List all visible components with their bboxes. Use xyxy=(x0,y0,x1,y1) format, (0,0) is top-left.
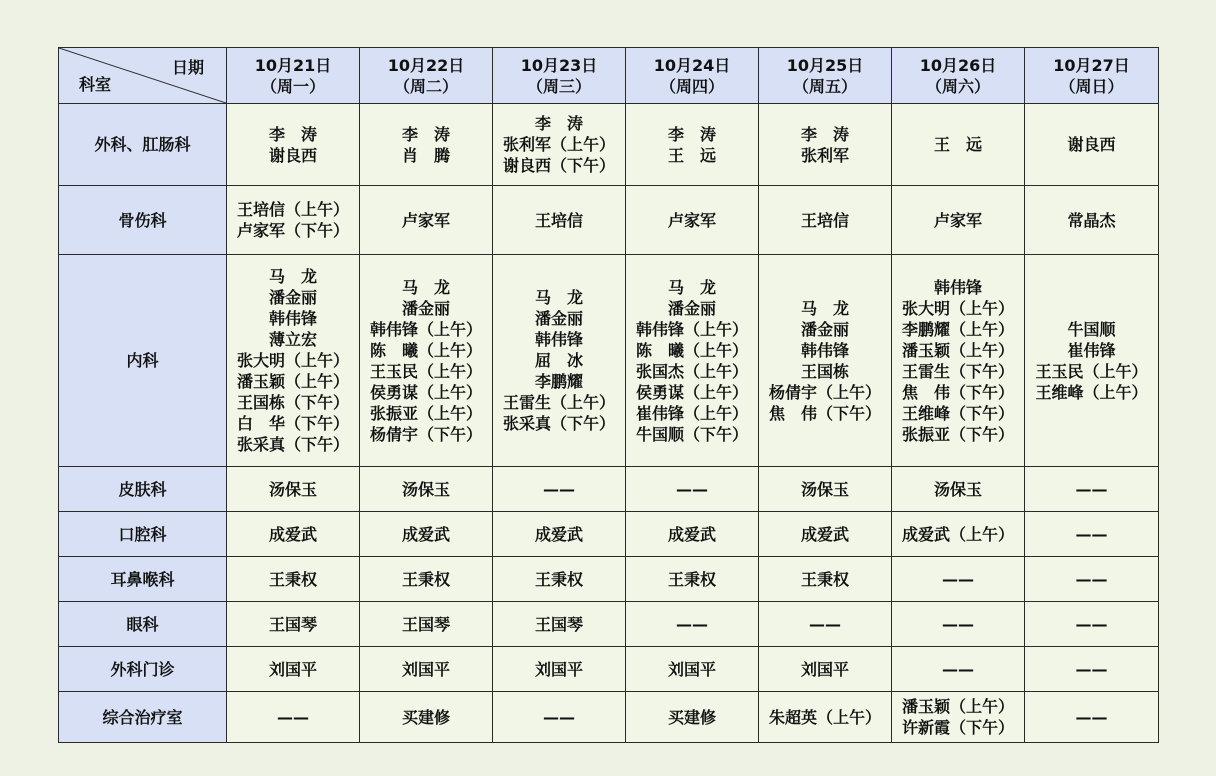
duty-cell-content xyxy=(809,614,841,635)
duty-cell xyxy=(626,692,759,743)
duty-cell xyxy=(360,467,493,512)
doctor-entry: —— xyxy=(942,659,974,679)
duty-cell-content xyxy=(402,524,450,545)
day-weekday: （周日） xyxy=(1059,76,1124,96)
duty-cell xyxy=(493,104,626,186)
doctor-entry: 王秉权 xyxy=(268,569,317,589)
doctor-entry: 潘金丽 xyxy=(268,288,317,307)
duty-cell xyxy=(493,512,626,557)
duty-cell xyxy=(892,557,1025,602)
doctor-entry: 汤保玉 xyxy=(401,479,450,499)
duty-cell-content xyxy=(1076,707,1108,728)
doctor-entry: 张振亚（上午） xyxy=(369,403,482,423)
doctor-entry: 成爱武 xyxy=(401,524,450,544)
department-name: 综合治疗室 xyxy=(59,692,227,743)
doctor-entry: 王雷生（下午） xyxy=(901,361,1014,381)
duty-cell-content xyxy=(402,659,450,680)
duty-cell xyxy=(1025,104,1159,186)
duty-cell xyxy=(1025,512,1159,557)
doctor-entry: 崔伟锋 xyxy=(1067,340,1116,360)
doctor-entry: —— xyxy=(676,479,708,499)
doctor-entry: 刘国平 xyxy=(800,659,849,679)
doctor-entry: 崔伟锋（上午） xyxy=(635,403,748,423)
doctor-entry: 潘金丽 xyxy=(667,298,716,318)
doctor-entry: 张采真（下午） xyxy=(236,435,349,454)
doctor-entry: 王玉民（上午） xyxy=(369,361,482,381)
duty-cell xyxy=(227,692,360,743)
day-weekday: （周二） xyxy=(393,76,458,96)
doctor-entry: 李 涛 xyxy=(534,114,583,133)
doctor-entry: 马 龙 xyxy=(268,267,317,286)
duty-cell-content xyxy=(1076,524,1108,545)
doctor-entry: 牛国顺（下午） xyxy=(635,424,748,444)
doctor-entry: 张利军 xyxy=(800,145,849,165)
duty-cell xyxy=(759,512,892,557)
duty-cell xyxy=(493,467,626,512)
doctor-entry: 汤保玉 xyxy=(268,479,317,499)
duty-cell xyxy=(1025,186,1159,255)
duty-cell xyxy=(892,255,1025,467)
duty-cell-content xyxy=(668,210,716,231)
duty-cell xyxy=(626,255,759,467)
duty-cell-content xyxy=(269,524,317,545)
department-name: 外科、肛肠科 xyxy=(59,104,227,186)
day-date: 10月21日 xyxy=(254,55,332,75)
doctor-entry: 侯勇谋（上午） xyxy=(369,382,482,402)
department-name: 耳鼻喉科 xyxy=(59,557,227,602)
doctor-entry: 李 涛 xyxy=(268,124,317,144)
duty-cell xyxy=(626,512,759,557)
day-weekday: （周六） xyxy=(925,76,990,96)
duty-cell-content xyxy=(402,614,450,635)
doctor-entry: 刘国平 xyxy=(534,659,583,679)
day-date: 10月23日 xyxy=(520,55,598,75)
day-header xyxy=(759,48,892,104)
doctor-entry: 马 龙 xyxy=(667,277,716,297)
doctor-entry: 王国琴 xyxy=(401,614,450,634)
doctor-entry: 马 龙 xyxy=(534,288,583,307)
duty-cell-content xyxy=(543,707,575,728)
doctor-entry: 白 华（下午） xyxy=(236,414,349,433)
department-name: 外科门诊 xyxy=(59,647,227,692)
doctor-entry: 王国栋 xyxy=(800,361,849,381)
duty-cell-content xyxy=(503,287,615,434)
duty-cell xyxy=(493,647,626,692)
doctor-entry: 谢良西 xyxy=(1067,135,1116,154)
duty-cell xyxy=(892,186,1025,255)
doctor-entry: 王秉权 xyxy=(401,569,450,589)
corner-header-cell xyxy=(59,48,227,104)
doctor-entry: 张振亚（下午） xyxy=(901,424,1014,444)
duty-cell xyxy=(1025,602,1159,647)
duty-cell xyxy=(493,692,626,743)
day-header xyxy=(493,48,626,104)
duty-cell xyxy=(626,104,759,186)
duty-cell xyxy=(759,186,892,255)
doctor-entry: 朱超英（上午） xyxy=(768,707,881,727)
duty-cell-content xyxy=(535,524,583,545)
duty-cell-content xyxy=(237,199,349,241)
doctor-entry: 张大明（上午） xyxy=(901,298,1014,318)
day-weekday: （周四） xyxy=(659,76,724,96)
doctor-entry: 韩伟锋（上午） xyxy=(635,319,748,339)
doctor-entry: —— xyxy=(277,707,309,727)
duty-cell-content xyxy=(801,569,849,590)
department-name: 内科 xyxy=(59,255,227,467)
doctor-entry: 马 龙 xyxy=(401,277,450,297)
duty-cell-content xyxy=(402,707,450,728)
duty-cell xyxy=(227,557,360,602)
duty-cell-content xyxy=(769,707,881,728)
doctor-entry: 张大明（上午） xyxy=(236,351,349,370)
duty-cell xyxy=(1025,692,1159,743)
duty-cell-content xyxy=(636,277,748,445)
doctor-entry: 买建修 xyxy=(667,707,716,727)
doctor-entry: 潘金丽 xyxy=(800,319,849,339)
schedule-table xyxy=(58,47,1159,743)
duty-cell xyxy=(227,602,360,647)
doctor-entry: —— xyxy=(1075,659,1108,679)
duty-cell-content xyxy=(942,614,974,635)
duty-cell-content xyxy=(269,479,317,500)
duty-cell xyxy=(493,602,626,647)
duty-cell-content xyxy=(942,569,974,590)
day-header xyxy=(892,48,1025,104)
duty-cell-content xyxy=(801,124,849,166)
day-header xyxy=(1025,48,1159,104)
doctor-entry: 刘国平 xyxy=(401,659,450,679)
schedule-body xyxy=(59,104,1159,743)
duty-cell-content xyxy=(1076,659,1108,680)
doctor-entry: 王培信（上午） xyxy=(236,200,349,219)
doctor-entry: 李 涛 xyxy=(800,124,849,144)
doctor-entry: 潘金丽 xyxy=(534,309,583,328)
doctor-entry: 王秉权 xyxy=(800,569,849,589)
department-name: 骨伤科 xyxy=(59,186,227,255)
duty-cell xyxy=(759,602,892,647)
doctor-entry: 潘玉颖（上午） xyxy=(901,697,1014,716)
schedule-row xyxy=(59,647,1159,692)
duty-cell-content xyxy=(902,277,1014,445)
doctor-entry: 韩伟锋（上午） xyxy=(369,319,482,339)
day-date: 10月22日 xyxy=(387,55,465,75)
doctor-entry: 韩伟锋 xyxy=(933,277,982,297)
duty-cell-content xyxy=(934,134,982,155)
doctor-entry: 王秉权 xyxy=(667,569,716,589)
doctor-entry: 王国栋（下午） xyxy=(236,393,349,412)
day-date: 10月27日 xyxy=(1053,55,1130,75)
doctor-entry: 杨倩宇（上午） xyxy=(768,382,881,402)
duty-cell xyxy=(759,467,892,512)
doctor-entry: —— xyxy=(1075,524,1108,544)
doctor-entry: 成爱武（上午） xyxy=(901,524,1014,544)
duty-cell xyxy=(227,186,360,255)
duty-cell xyxy=(759,692,892,743)
doctor-entry: —— xyxy=(676,614,708,634)
duty-cell-content xyxy=(676,479,708,500)
department-name: 眼科 xyxy=(59,602,227,647)
corner-dept-label: 科室 xyxy=(79,75,112,94)
doctor-entry: 王秉权 xyxy=(534,569,583,589)
corner-date-label: 日期 xyxy=(171,58,204,77)
doctor-entry: 李鹏耀 xyxy=(534,372,583,391)
duty-cell-content xyxy=(942,659,974,680)
duty-cell xyxy=(360,255,493,467)
duty-cell-content xyxy=(902,696,1014,738)
duty-cell xyxy=(626,557,759,602)
duty-cell xyxy=(1025,255,1159,467)
doctor-entry: 成爱武 xyxy=(667,524,716,544)
doctor-entry: 卢家军 xyxy=(401,210,450,230)
doctor-entry: 潘金丽 xyxy=(401,298,450,318)
doctor-entry: 马 龙 xyxy=(800,298,849,318)
duty-cell xyxy=(360,557,493,602)
doctor-entry: —— xyxy=(1075,614,1108,634)
duty-cell-content xyxy=(269,124,317,166)
duty-cell-content xyxy=(1067,134,1115,155)
doctor-entry: 常晶杰 xyxy=(1067,210,1116,230)
duty-cell xyxy=(493,557,626,602)
duty-cell-content xyxy=(402,210,450,231)
duty-cell xyxy=(759,557,892,602)
duty-cell-content xyxy=(543,479,575,500)
duty-cell xyxy=(892,647,1025,692)
duty-cell xyxy=(227,104,360,186)
schedule-row xyxy=(59,186,1159,255)
duty-cell-content xyxy=(668,569,716,590)
day-weekday: （周三） xyxy=(526,76,591,96)
doctor-entry: 王国琴 xyxy=(534,614,583,634)
duty-cell xyxy=(759,104,892,186)
duty-cell xyxy=(360,647,493,692)
doctor-entry: 牛国顺 xyxy=(1067,319,1116,339)
duty-cell xyxy=(227,512,360,557)
duty-cell-content xyxy=(1076,569,1108,590)
duty-cell-content xyxy=(237,266,349,455)
duty-cell-content xyxy=(801,210,849,231)
duty-cell xyxy=(360,186,493,255)
day-weekday: （周一） xyxy=(260,76,325,96)
doctor-entry: 王玉民（上午） xyxy=(1035,361,1148,381)
doctor-entry: 王国琴 xyxy=(268,614,317,634)
schedule-row xyxy=(59,104,1159,186)
duty-cell xyxy=(227,255,360,467)
duty-cell-content xyxy=(402,479,450,500)
duty-cell-content xyxy=(535,210,583,231)
duty-cell-content xyxy=(934,479,982,500)
duty-cell-content xyxy=(801,524,849,545)
doctor-entry: 薄立宏 xyxy=(268,330,317,349)
duty-cell-content xyxy=(269,614,317,635)
doctor-entry: 成爱武 xyxy=(268,524,317,544)
doctor-entry: —— xyxy=(1075,569,1108,589)
doctor-entry: 王培信 xyxy=(800,210,849,230)
department-name: 皮肤科 xyxy=(59,467,227,512)
doctor-entry: —— xyxy=(942,614,974,634)
doctor-entry: 谢良西 xyxy=(268,145,317,165)
doctor-entry: 张采真（下午） xyxy=(502,414,615,433)
doctor-entry: 成爱武 xyxy=(534,524,583,544)
day-date: 10月26日 xyxy=(919,55,997,75)
doctor-entry: 谢良西（下午） xyxy=(502,156,615,175)
schedule-row xyxy=(59,467,1159,512)
doctor-entry: —— xyxy=(809,614,841,634)
duty-cell xyxy=(360,104,493,186)
duty-cell-content xyxy=(668,659,716,680)
duty-cell-content xyxy=(1067,210,1115,231)
duty-cell-content xyxy=(535,569,583,590)
duty-cell-content xyxy=(668,524,716,545)
doctor-entry: 韩伟锋 xyxy=(534,330,583,349)
doctor-entry: 张国杰（上午） xyxy=(635,361,748,381)
duty-cell xyxy=(626,186,759,255)
doctor-entry: 潘玉颖（上午） xyxy=(236,372,349,391)
duty-cell-content xyxy=(503,113,615,176)
doctor-entry: 汤保玉 xyxy=(933,479,982,499)
doctor-entry: —— xyxy=(543,479,575,499)
doctor-entry: 王维峰（上午） xyxy=(1035,382,1148,402)
schedule-row xyxy=(59,255,1159,467)
doctor-entry: 王培信 xyxy=(534,210,583,230)
duty-cell-content xyxy=(668,707,716,728)
duty-cell xyxy=(892,602,1025,647)
day-header xyxy=(360,48,493,104)
day-date: 10月25日 xyxy=(786,55,864,75)
duty-cell xyxy=(1025,467,1159,512)
doctor-entry: 侯勇谋（上午） xyxy=(635,382,748,402)
doctor-entry: 张利军（上午） xyxy=(502,135,615,154)
doctor-entry: —— xyxy=(1075,707,1108,727)
duty-cell-content xyxy=(1035,319,1147,403)
doctor-entry: 成爱武 xyxy=(800,524,849,544)
duty-cell-content xyxy=(769,298,881,424)
duty-cell xyxy=(360,512,493,557)
day-header xyxy=(626,48,759,104)
duty-cell-content xyxy=(902,524,1014,545)
day-header xyxy=(227,48,360,104)
duty-cell-content xyxy=(402,569,450,590)
doctor-entry: 刘国平 xyxy=(667,659,716,679)
duty-cell xyxy=(892,512,1025,557)
doctor-entry: 王维峰（下午） xyxy=(901,403,1014,423)
duty-cell xyxy=(493,255,626,467)
doctor-entry: 李 涛 xyxy=(401,124,450,144)
duty-cell xyxy=(626,467,759,512)
duty-cell xyxy=(360,692,493,743)
duty-cell-content xyxy=(277,707,309,728)
schedule-row xyxy=(59,692,1159,743)
header-row xyxy=(59,48,1159,104)
doctor-entry: —— xyxy=(1075,479,1108,499)
duty-cell-content xyxy=(1076,479,1108,500)
duty-cell xyxy=(892,104,1025,186)
doctor-entry: 陈 曦（上午） xyxy=(635,340,748,360)
doctor-entry: 屈 冰 xyxy=(534,351,583,370)
duty-cell-content xyxy=(269,569,317,590)
doctor-entry: 卢家军（下午） xyxy=(236,221,349,240)
duty-cell-content xyxy=(668,124,716,166)
duty-cell xyxy=(1025,647,1159,692)
doctor-entry: 买建修 xyxy=(401,707,450,727)
doctor-entry: 焦 伟（下午） xyxy=(901,382,1014,402)
doctor-entry: 李鹏耀（上午） xyxy=(901,319,1014,339)
doctor-entry: —— xyxy=(543,707,575,727)
doctor-entry: 李 涛 xyxy=(667,124,716,144)
schedule-row xyxy=(59,557,1159,602)
duty-cell xyxy=(759,647,892,692)
duty-cell-content xyxy=(402,124,450,166)
doctor-entry: 王 远 xyxy=(933,135,982,154)
doctor-entry: 韩伟锋 xyxy=(800,340,849,360)
duty-cell-content xyxy=(676,614,708,635)
duty-cell xyxy=(227,647,360,692)
duty-cell xyxy=(1025,557,1159,602)
duty-cell xyxy=(626,602,759,647)
doctor-entry: 焦 伟（下午） xyxy=(768,403,881,423)
duty-cell xyxy=(493,186,626,255)
doctor-entry: 韩伟锋 xyxy=(268,309,317,328)
doctor-entry: 卢家军 xyxy=(933,210,982,230)
doctor-entry: 肖 腾 xyxy=(401,145,450,165)
duty-cell-content xyxy=(801,479,849,500)
duty-cell-content xyxy=(370,277,482,445)
duty-cell xyxy=(759,255,892,467)
doctor-entry: 刘国平 xyxy=(268,659,317,679)
day-weekday: （周五） xyxy=(792,76,857,96)
duty-cell-content xyxy=(535,659,583,680)
doctor-entry: 陈 曦（上午） xyxy=(369,340,482,360)
doctor-entry: 潘玉颖（上午） xyxy=(901,340,1014,360)
doctor-entry: 卢家军 xyxy=(667,210,716,230)
duty-cell xyxy=(892,692,1025,743)
duty-cell xyxy=(227,467,360,512)
schedule-row xyxy=(59,602,1159,647)
duty-cell xyxy=(626,647,759,692)
doctor-entry: —— xyxy=(942,569,974,589)
doctor-entry: 王雷生（上午） xyxy=(502,393,615,412)
duty-cell xyxy=(360,602,493,647)
duty-cell-content xyxy=(269,659,317,680)
duty-cell-content xyxy=(535,614,583,635)
duty-cell xyxy=(892,467,1025,512)
department-name: 口腔科 xyxy=(59,512,227,557)
day-date: 10月24日 xyxy=(653,55,731,75)
duty-cell-content xyxy=(1076,614,1108,635)
doctor-entry: 汤保玉 xyxy=(800,479,849,499)
doctor-entry: 许新霞（下午） xyxy=(901,718,1014,737)
schedule-row xyxy=(59,512,1159,557)
doctor-entry: 杨倩宇（下午） xyxy=(369,424,482,444)
duty-cell-content xyxy=(934,210,982,231)
doctor-entry: 王 远 xyxy=(667,145,716,165)
duty-cell-content xyxy=(801,659,849,680)
